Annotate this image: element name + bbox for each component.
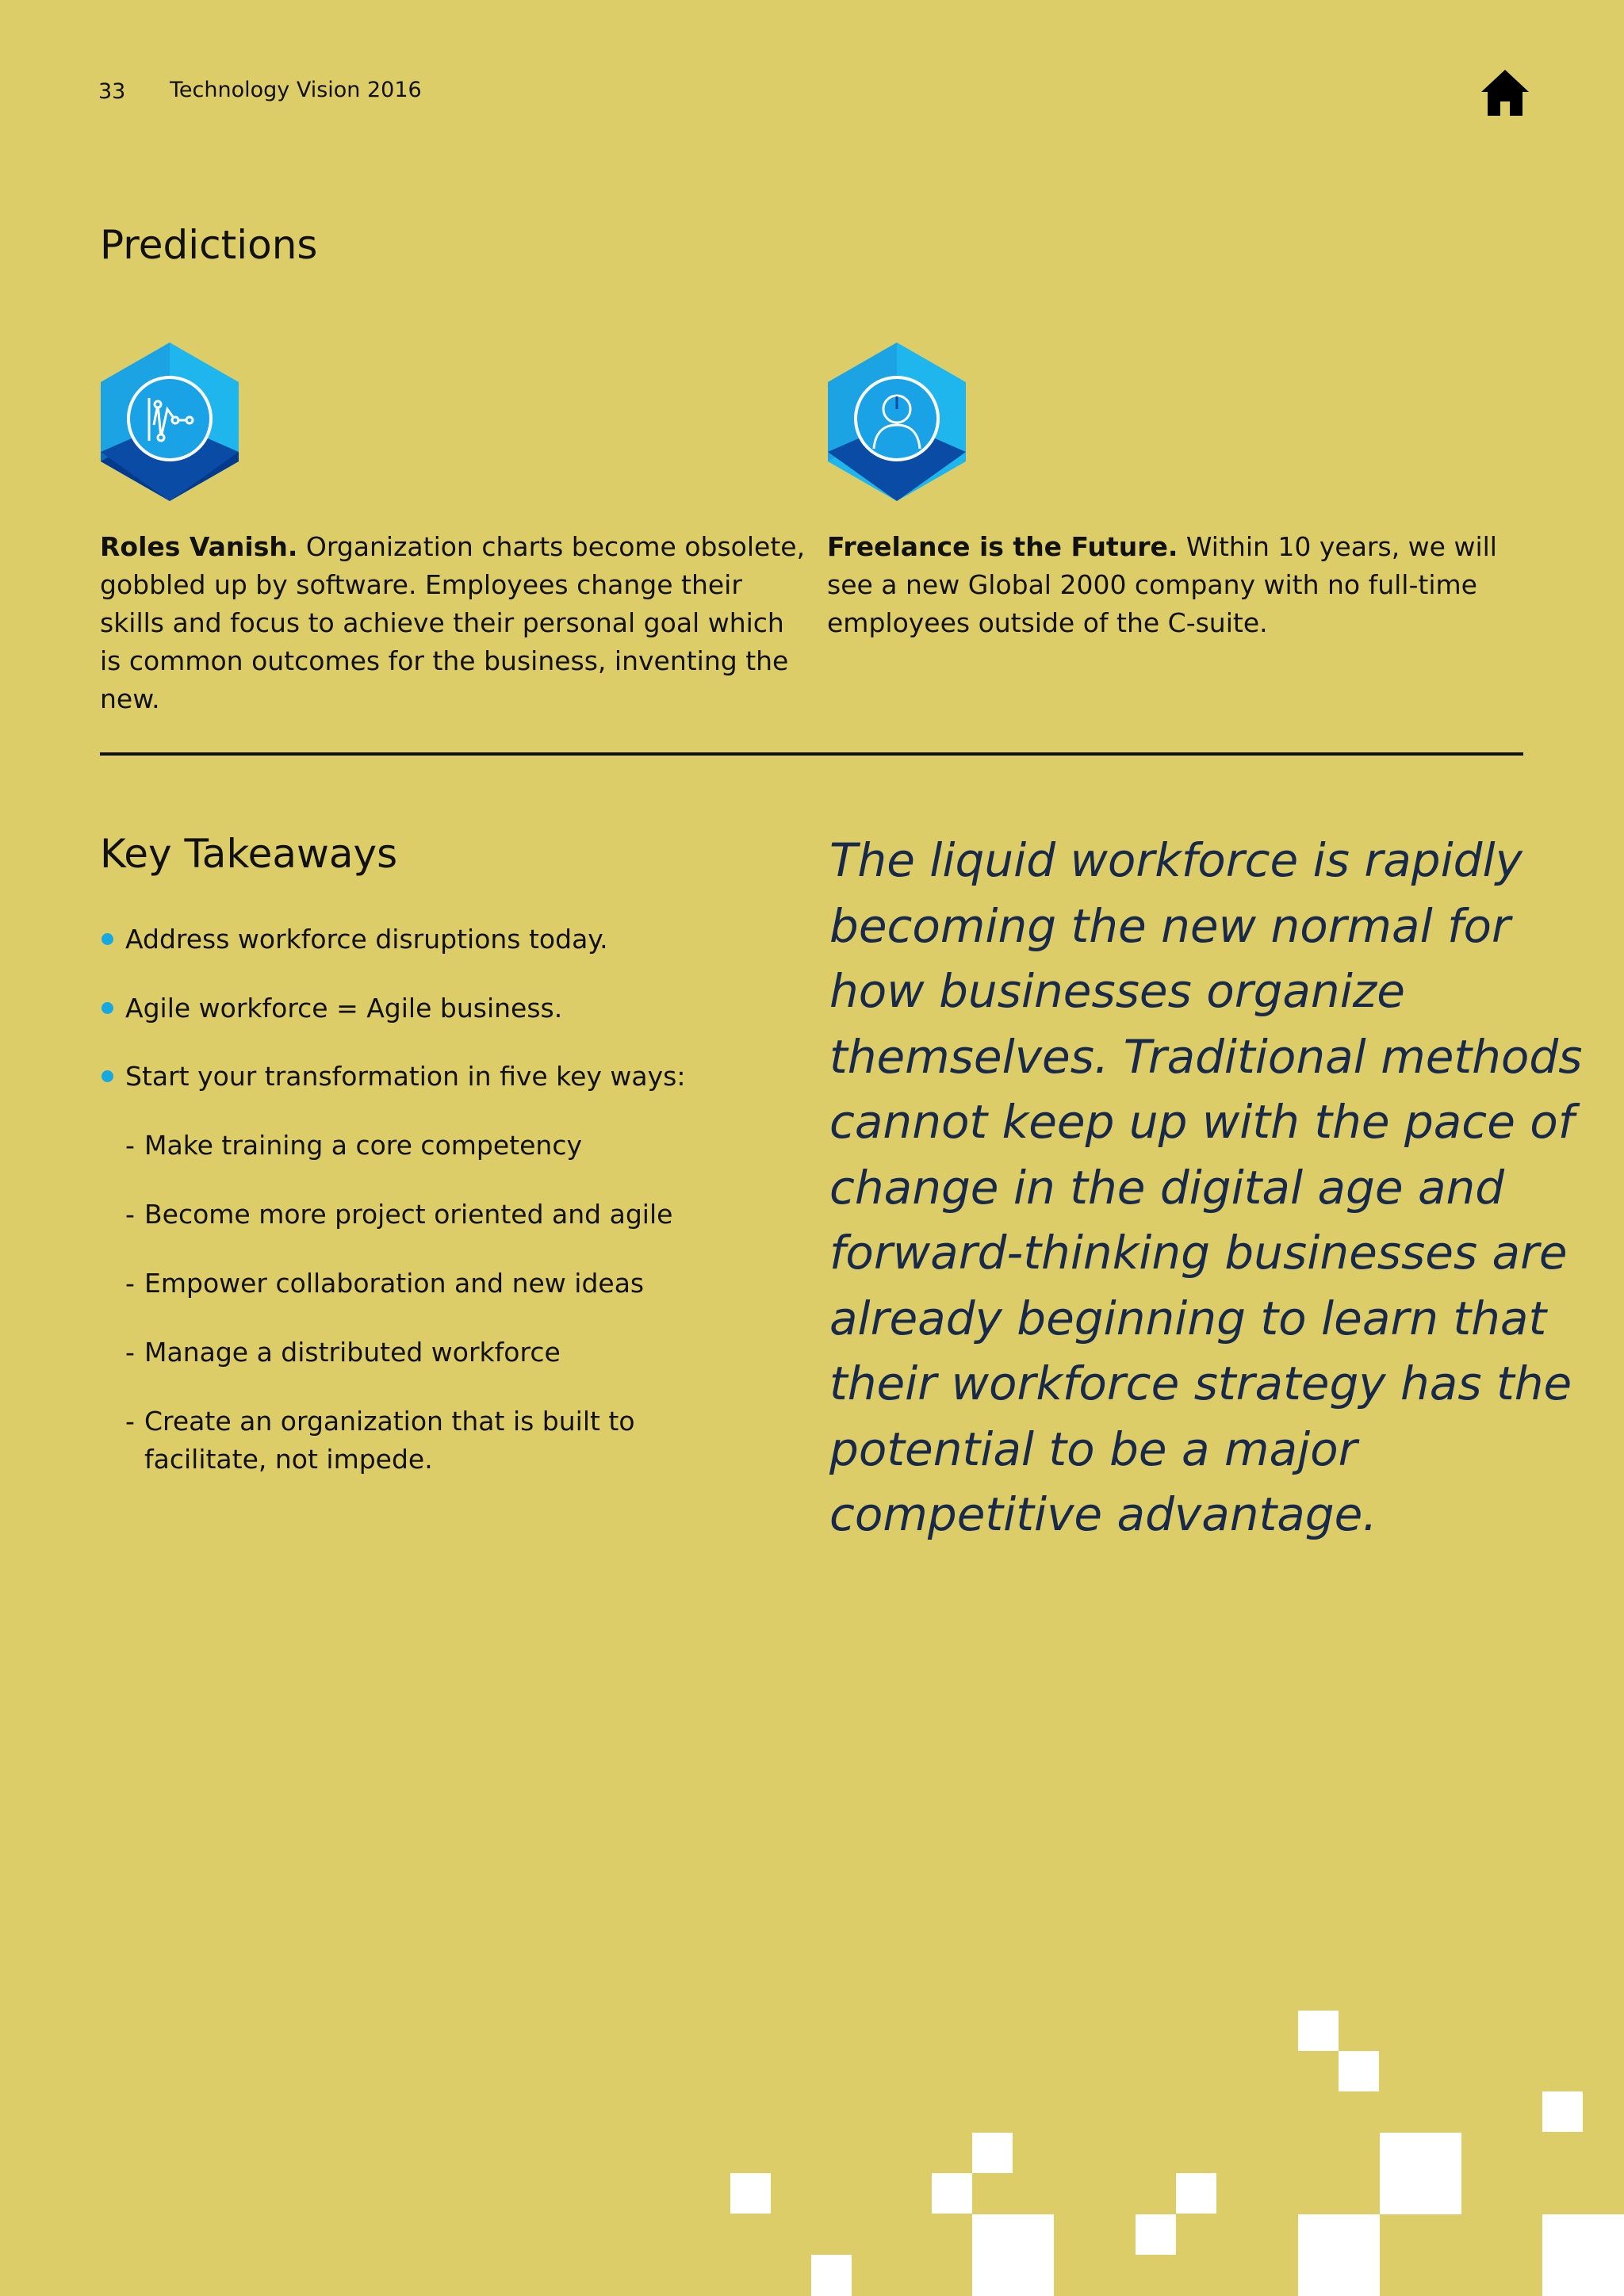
bullet-text: Start your transformation in five key ways: [125,1061,686,1092]
decor-square [1339,2051,1379,2091]
bullet-dot-icon [102,933,113,945]
prediction-title: Freelance is the Future. [827,531,1178,562]
person-icon [826,341,967,503]
list-item [102,989,815,1027]
sub-item-text: Create an organization that is built to facilitate, not impede. [144,1406,635,1475]
sub-item-text: Become more project oriented and agile [144,1199,673,1230]
org-chart-icon [99,341,240,503]
prediction-freelance-future [827,528,1509,642]
sub-list-item [125,1265,760,1303]
list-item [102,1058,815,1096]
prediction-text: Organization charts become obsolete, gobbled up by software. Employees change their skills and focus to achieve their personal goal which is common outcomes for the business, inventing the new. [100,531,806,714]
decor-square [972,2214,1054,2296]
document-title: Technology Vision 2016 [170,78,422,102]
decor-square [1136,2214,1176,2255]
dash-marker: - [125,1337,135,1368]
sub-list-item [125,1334,760,1372]
prediction-title: Roles Vanish. [100,531,298,562]
decor-square [1380,2133,1461,2214]
decor-square [1542,2091,1583,2132]
section-divider [100,752,1523,756]
decor-square [1176,2173,1216,2214]
home-icon[interactable] [1480,68,1530,117]
dash-marker: - [125,1268,135,1299]
prediction-text: Within 10 years, we will see a new Global 2000 company with no full-time employees outside of the C-suite. [827,531,1497,638]
page-number: 33 [98,79,126,104]
sub-list-item [125,1196,760,1234]
bullet-text: Address workforce disruptions today. [125,924,608,955]
pull-quote: The liquid workforce is rapidly becoming the new normal for how businesses organize themselves. Traditional methods cannot keep up with the pace of change in the digital age and forward-thinking businesses are already beginning to learn that their workforce strategy has the potential to be a major competitive advantage. [829,833,1583,1541]
decor-square [730,2173,771,2214]
key-takeaways-heading: Key Takeaways [100,831,398,877]
sub-item-text: Make training a core competency [144,1130,582,1161]
predictions-heading: Predictions [100,222,318,268]
decor-square [1298,2214,1380,2296]
prediction-roles-vanish [100,528,806,718]
dash-marker: - [125,1199,135,1230]
bullet-dot-icon [102,1002,113,1014]
sub-list-item [125,1402,680,1479]
sub-item-text: Empower collaboration and new ideas [144,1268,645,1299]
decor-square [932,2173,972,2214]
bullet-dot-icon [102,1070,113,1082]
decor-square [1298,2011,1339,2051]
decor-square [972,2133,1013,2173]
decor-square [1542,2214,1624,2296]
dash-marker: - [125,1406,135,1437]
list-item [102,920,815,959]
sub-item-text: Manage a distributed workforce [144,1337,561,1368]
sub-list-item [125,1127,760,1165]
bullet-text: Agile workforce = Agile business. [125,993,563,1024]
dash-marker: - [125,1130,135,1161]
decor-square [811,2255,852,2296]
